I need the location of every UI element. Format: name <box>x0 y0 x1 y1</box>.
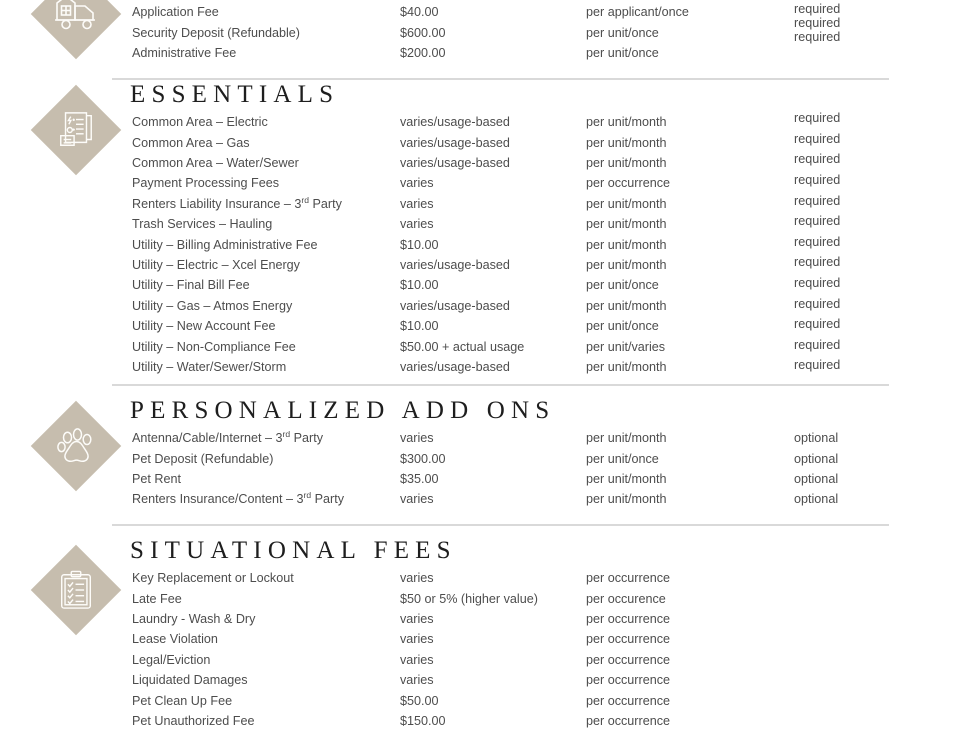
fee-frequency: per applicant/once <box>586 5 689 20</box>
fee-price: varies <box>400 571 434 586</box>
table-row <box>112 112 912 132</box>
fee-name: Application Fee <box>132 5 219 20</box>
fee-name: Renters Liability Insurance – 3rd Party <box>132 194 342 211</box>
fee-price: $200.00 <box>400 46 446 61</box>
fee-frequency: per unit/month <box>586 196 667 211</box>
section-divider <box>112 524 889 526</box>
fee-frequency: per unit/month <box>586 156 667 171</box>
fee-price: varies/usage-based <box>400 257 510 272</box>
rows-personalized-add-ons <box>112 428 912 510</box>
table-row <box>112 629 912 649</box>
fee-frequency: per unit/once <box>586 25 659 40</box>
fee-frequency: per unit/month <box>586 115 667 130</box>
section-essentials <box>112 82 912 377</box>
fee-name: Utility – Gas – Atmos Energy <box>132 298 293 313</box>
status-badge: required <box>794 234 841 249</box>
fee-frequency: per occurrence <box>586 632 670 647</box>
fee-price: $10.00 <box>400 237 439 252</box>
fee-frequency: per unit/month <box>586 359 667 374</box>
paw-print-badge <box>32 402 120 490</box>
status-badge: required <box>794 30 841 45</box>
section-divider <box>112 384 889 386</box>
section-title-essentials: ESSENTIALS <box>130 81 340 108</box>
fee-frequency: per occurrence <box>586 652 670 667</box>
clipboard-checklist-icon <box>59 570 93 610</box>
fee-name: Payment Processing Fees <box>132 176 279 191</box>
section-title-situational-fees: SITUATIONAL FEES <box>130 537 457 564</box>
fee-price: $50 or 5% (higher value) <box>400 591 538 606</box>
fee-name: Utility – Final Bill Fee <box>132 278 250 293</box>
fee-frequency: per unit/month <box>586 472 667 487</box>
table-row <box>112 568 912 588</box>
status-column-essentials <box>794 108 840 376</box>
status-badge: required <box>794 296 841 311</box>
table-row <box>112 173 912 193</box>
fee-frequency: per unit/month <box>586 217 667 232</box>
fee-frequency: per unit/month <box>586 257 667 272</box>
table-row <box>112 337 912 357</box>
table-row <box>112 255 912 275</box>
fee-frequency: per occurence <box>586 591 666 606</box>
table-row <box>112 589 912 609</box>
fee-frequency: per occurrence <box>586 176 670 191</box>
table-row <box>112 609 912 629</box>
table-row <box>112 2 912 22</box>
table-row <box>112 650 912 670</box>
utility-bill-icon <box>57 110 95 150</box>
fee-price: $150.00 <box>400 713 446 728</box>
table-row <box>112 235 912 255</box>
fee-price: varies <box>400 176 434 191</box>
rows-situational-fees <box>112 568 912 731</box>
fee-frequency: per unit/month <box>586 135 667 150</box>
fee-frequency: per occurrence <box>586 693 670 708</box>
rows-move-in-basics <box>112 2 912 63</box>
fee-frequency: per unit/once <box>586 319 659 334</box>
table-row <box>112 296 912 316</box>
section-situational-fees <box>112 538 912 731</box>
fee-frequency: per unit/month <box>586 298 667 313</box>
fee-name: Utility – Non-Compliance Fee <box>132 339 296 354</box>
fee-name: Late Fee <box>132 591 182 606</box>
fee-price: $35.00 <box>400 472 439 487</box>
clipboard-checklist-badge <box>32 546 120 634</box>
table-row <box>112 469 912 489</box>
fee-name: Legal/Eviction <box>132 652 211 667</box>
fee-price: varies <box>400 652 434 667</box>
table-row <box>112 357 912 377</box>
fee-price: $300.00 <box>400 451 446 466</box>
fee-name: Liquidated Damages <box>132 673 248 688</box>
fee-name: Trash Services – Hauling <box>132 217 273 232</box>
fee-price: varies/usage-based <box>400 115 510 130</box>
fee-name: Pet Clean Up Fee <box>132 693 233 708</box>
table-row <box>112 449 912 469</box>
table-row <box>112 194 912 214</box>
status-badge: required <box>794 276 841 290</box>
status-badge: required <box>794 358 841 373</box>
table-row <box>112 691 912 711</box>
status-badge: optional <box>794 492 839 507</box>
status-badge: required <box>794 152 841 167</box>
fee-price: varies/usage-based <box>400 135 510 150</box>
fee-price: varies <box>400 492 434 507</box>
fee-name: Key Replacement or Lockout <box>132 571 294 586</box>
fee-price: varies/usage-based <box>400 156 510 171</box>
fee-price: $10.00 <box>400 278 439 293</box>
status-badge: required <box>794 173 841 188</box>
table-row <box>112 23 912 43</box>
fee-frequency: per unit/month <box>586 431 667 446</box>
fee-frequency: per occurrence <box>586 673 670 688</box>
table-row <box>112 275 912 295</box>
table-row <box>112 670 912 690</box>
status-badge: required <box>794 193 841 208</box>
section-personalized-add-ons <box>112 398 912 510</box>
table-row <box>112 316 912 336</box>
fee-price: varies <box>400 673 434 688</box>
fee-name: Common Area – Electric <box>132 115 268 130</box>
fee-price: varies <box>400 196 434 211</box>
status-badge: optional <box>794 451 839 466</box>
status-badge: optional <box>794 431 839 446</box>
section-move-in-basics <box>112 0 912 63</box>
fee-name: Common Area – Gas <box>132 135 250 150</box>
fee-name: Utility – Water/Sewer/Storm <box>132 359 287 374</box>
fee-frequency: per unit/month <box>586 237 667 252</box>
table-row <box>112 489 912 509</box>
moving-truck-badge <box>32 0 120 58</box>
fee-price: $40.00 <box>400 5 439 20</box>
status-column-move-in-basics <box>794 2 840 44</box>
utility-bill-badge <box>32 86 120 174</box>
fee-price: varies/usage-based <box>400 359 510 374</box>
table-row <box>112 711 912 731</box>
fee-name: Administrative Fee <box>132 46 237 61</box>
status-column-personalized-add-ons <box>794 428 838 510</box>
fee-frequency: per occurrence <box>586 571 670 586</box>
status-badge: required <box>794 214 841 229</box>
fee-name: Common Area – Water/Sewer <box>132 156 299 171</box>
status-badge: required <box>794 16 841 31</box>
fee-price: varies/usage-based <box>400 298 510 313</box>
status-badge: required <box>794 317 841 332</box>
fee-price: varies <box>400 217 434 232</box>
fee-name: Renters Insurance/Content – 3rd Party <box>132 490 345 507</box>
fee-name: Pet Deposit (Refundable) <box>132 451 274 466</box>
table-row <box>112 43 912 63</box>
status-badge: required <box>794 337 841 352</box>
fee-frequency: per occurrence <box>586 612 670 627</box>
fee-name: Utility – Billing Administrative Fee <box>132 237 318 252</box>
fee-price: $50.00 + actual usage <box>400 339 525 354</box>
fee-price: $600.00 <box>400 25 446 40</box>
status-badge: required <box>794 131 841 146</box>
fee-frequency: per unit/varies <box>586 339 666 354</box>
fee-frequency: per unit/once <box>586 46 659 61</box>
status-badge: required <box>794 111 841 126</box>
fee-price: varies <box>400 632 434 647</box>
fee-frequency: per unit/month <box>586 492 667 507</box>
fee-name: Lease Violation <box>132 632 218 647</box>
fee-frequency: per unit/once <box>586 451 659 466</box>
status-badge: required <box>794 2 841 17</box>
fee-price: $10.00 <box>400 319 439 334</box>
fee-name: Pet Unauthorized Fee <box>132 713 255 728</box>
rows-essentials <box>112 112 912 377</box>
status-badge: required <box>794 255 841 270</box>
fee-name: Utility – Electric – Xcel Energy <box>132 257 300 272</box>
fee-frequency: per occurrence <box>586 713 670 728</box>
fee-name: Utility – New Account Fee <box>132 319 276 334</box>
fee-name: Security Deposit (Refundable) <box>132 25 300 40</box>
fee-price: varies <box>400 431 434 446</box>
table-row <box>112 153 912 173</box>
table-row <box>112 133 912 153</box>
fee-name: Laundry - Wash & Dry <box>132 612 256 627</box>
table-row <box>112 214 912 234</box>
table-row <box>112 428 912 448</box>
fee-name: Antenna/Cable/Internet – 3rd Party <box>132 429 324 446</box>
section-divider <box>112 78 889 80</box>
status-badge: optional <box>794 472 839 487</box>
fee-name: Pet Rent <box>132 472 182 487</box>
fee-frequency: per unit/once <box>586 278 659 293</box>
moving-truck-icon <box>53 0 99 34</box>
paw-print-icon <box>56 427 96 465</box>
fee-price: $50.00 <box>400 693 439 708</box>
section-title-personalized-add-ons: PERSONALIZED ADD ONS <box>130 397 556 424</box>
fee-price: varies <box>400 612 434 627</box>
